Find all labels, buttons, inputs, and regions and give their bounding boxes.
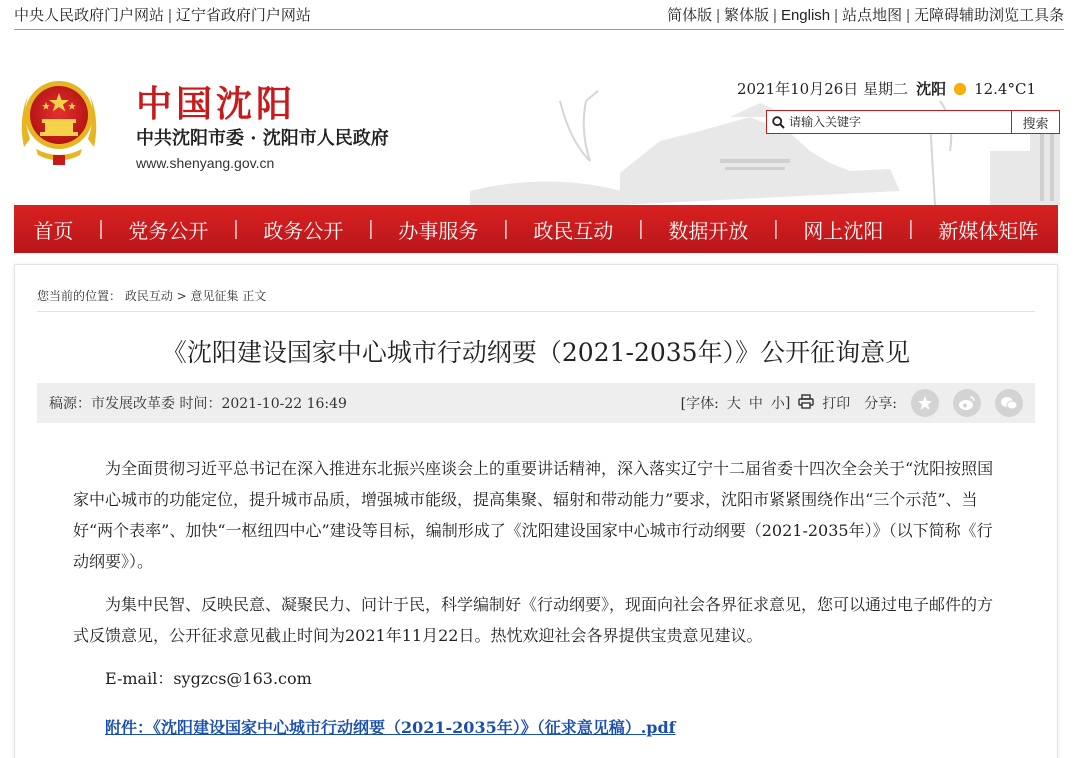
attachment-paragraph [73,712,997,743]
contact-email: E-mail：sygzcs@163.com [105,669,312,688]
main-nav: 首页 | 党务公开 | 政务公开 | 办事服务 | 政民互动 | 数据开放 | 网上沈阳 | 新媒体矩阵 [14,205,1058,253]
nav-interaction[interactable]: 政民互动 [533,218,614,243]
separator: | [168,7,172,24]
article-body [73,453,997,755]
top-left-links [14,4,311,25]
city-skyline-illustration [430,81,1080,205]
current-date: 2021年10月26日 星期二 [736,80,909,98]
divider [37,311,1035,312]
article-tools [681,389,1023,417]
link-accessibility[interactable]: 无障碍辅助浏览工具条 [913,7,1064,24]
nav-party-affairs[interactable]: 党务公开 [128,218,209,243]
nav-gov-affairs[interactable]: 政务公开 [263,218,344,243]
breadcrumb[interactable]: 您当前的位置： 政民互动 > 意见征集 正文 [37,289,267,303]
national-emblem-icon[interactable] [14,69,104,169]
search-icon [767,111,789,133]
site-subtitle: 中共沈阳市委 · 沈阳市人民政府 [136,128,389,149]
font-size-close: ] [784,395,791,411]
date-weather [737,78,1036,99]
article-title: 《沈阳建设国家中心城市行动纲要（2021-2035年）》公开征询意见 [161,338,911,367]
attachment-link[interactable]: 附件：《沈阳建设国家中心城市行动纲要（2021-2035年）》（征求意见稿）.pdf [105,718,676,737]
nav-online-shenyang[interactable]: 网上沈阳 [803,218,884,243]
weather-temp: 12.4°C1 [974,79,1036,98]
nav-services[interactable]: 办事服务 [398,218,479,243]
sun-icon [954,83,966,95]
search-box [766,110,1060,134]
font-size-small[interactable]: 小 [770,396,785,412]
article-meta-bar [37,383,1035,423]
site-header [0,31,1080,205]
link-english[interactable]: English [780,7,831,24]
nav-new-media[interactable]: 新媒体矩阵 [938,218,1039,243]
link-central-gov[interactable]: 中央人民政府门户网站 [14,7,165,24]
link-simplified[interactable]: 简体版 [667,7,713,24]
weibo-share-icon[interactable] [953,389,981,417]
link-sitemap[interactable]: 站点地图 [842,7,903,24]
print-button[interactable]: 打印 [822,396,851,412]
share-label: 分享: [864,396,897,412]
print-icon[interactable] [798,394,814,413]
top-links-bar [14,0,1064,30]
nav-open-data[interactable]: 数据开放 [668,218,749,243]
link-liaoning-gov[interactable]: 辽宁省政府门户网站 [175,7,311,24]
article-paragraph: 为全面贯彻习近平总书记在深入推进东北振兴座谈会上的重要讲话精神，深入落实辽宁十二届省委十四次全会关于“沈阳按照国家中心城市的功能定位，提升城市品质，增强城市能级，提高集聚、辐射和带动能力”要求，沈阳市紧紧围绕作出“三个示范”、当好“两个表率”、加快“一枢纽四中心”建设等目标，编制形成了《沈阳建设国家中心城市行动纲要（2021-2035年）》（以下简称《行动纲要》）。 [73,459,994,571]
search-button[interactable]: 搜索 [1011,111,1059,133]
weather-city: 沈阳 [916,80,947,98]
site-title[interactable]: 中国沈阳 [136,83,297,125]
link-traditional[interactable]: 繁体版 [724,7,770,24]
font-size-label: [字体: [680,396,719,412]
font-size-medium[interactable]: 中 [748,396,763,412]
font-size-large[interactable]: 大 [726,396,741,412]
nav-home[interactable]: 首页 [33,218,74,243]
article-card [14,264,1058,758]
top-right-links: 简体版 | 繁体版 | English | 站点地图 | 无障碍辅助浏览工具条 [667,7,1064,24]
article-source: 稿源：市发展改革委 时间：2021-10-22 16:49 [49,396,347,412]
site-url: www.shenyang.gov.cn [136,155,275,171]
search-input[interactable] [789,112,1011,132]
wechat-share-icon[interactable] [995,389,1023,417]
qzone-share-icon[interactable] [911,389,939,417]
article-paragraph: 为集中民智、反映民意、凝聚民力、问计于民，科学编制好《行动纲要》，现面向社会各界征求意见，您可以通过电子邮件的方式反馈意见，公开征求意见截止时间为2021年11月22日。热忱欢迎社会各界提供宝贵意见建议。 [73,595,994,645]
